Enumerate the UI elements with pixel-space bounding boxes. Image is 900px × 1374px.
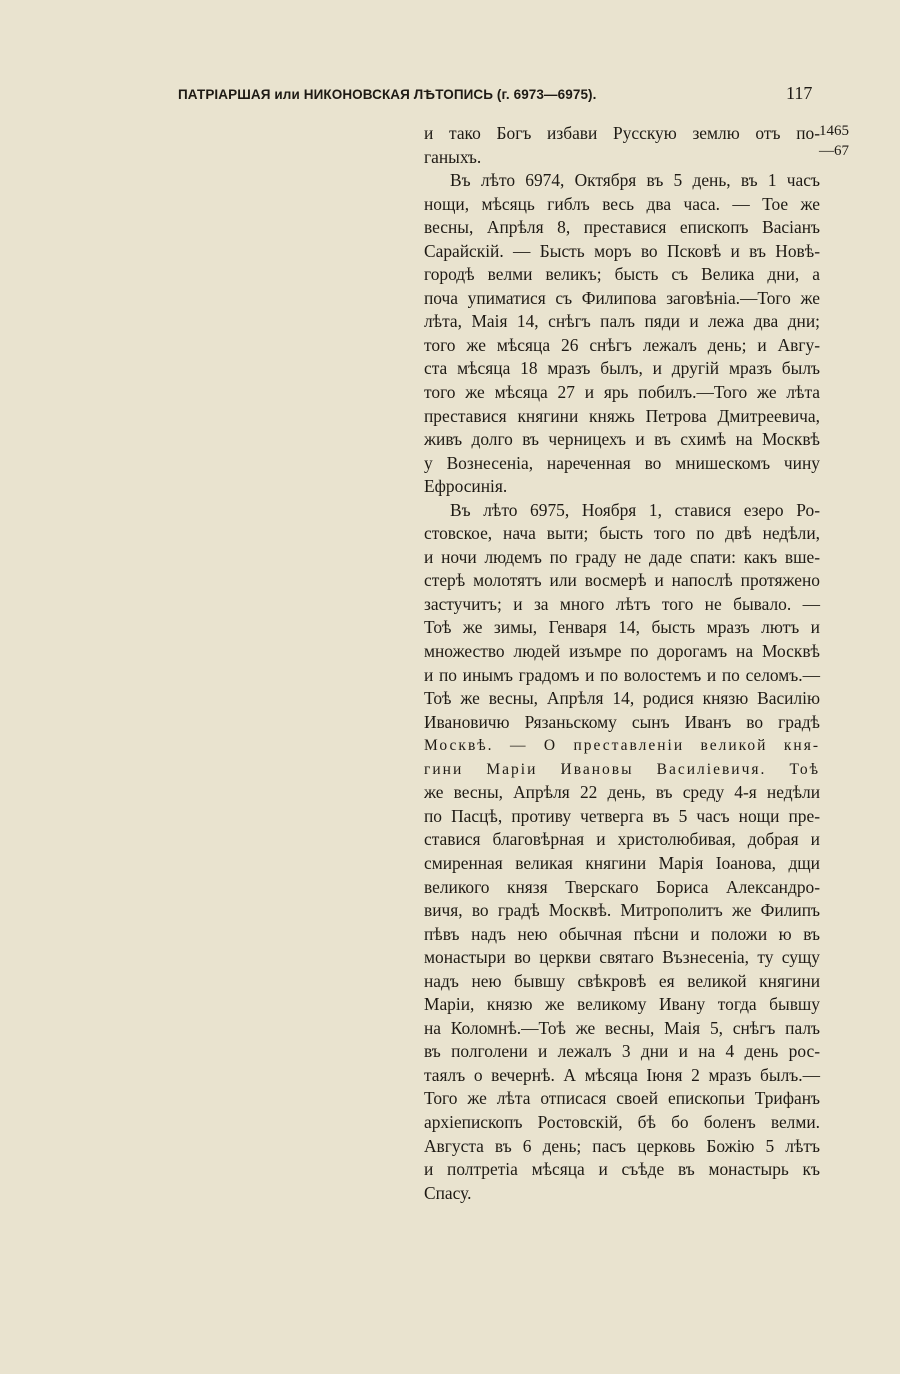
text-line: вичя, во градѣ Москвѣ. Митрополитъ же Филипъ <box>424 900 820 921</box>
chronicle-text-column <box>424 122 820 1205</box>
text-line: по Пасцѣ, противу четверга въ 5 часъ нощи пре- <box>424 805 820 826</box>
text-line: надъ нею бывшу свѣкровѣ ея великой княгини <box>424 970 820 991</box>
text-line: нощи, мѣсяць гиблъ весь два часа. — Тое же <box>424 193 820 214</box>
text-line: Ефросинія. <box>424 476 508 497</box>
margin-note-line: 1465 <box>819 123 849 139</box>
text-line: застучитъ; и за много лѣтъ того не бывало. — <box>424 593 820 614</box>
margin-year-note <box>817 121 849 161</box>
text-line: Въ лѣто 6975, Ноября 1, ставися езеро Ро- <box>450 499 820 520</box>
text-line: стерѣ молотятъ или восмерѣ и напослѣ протяжено <box>424 570 820 591</box>
text-line: множество людей изъмре по дорогамъ на Москвѣ <box>424 641 820 662</box>
text-line: монастыри во церкви святаго Възнесеніа, ту сущу <box>424 947 820 968</box>
text-line: Того же лѣта отписася своей епископьи Трифанъ <box>424 1088 820 1109</box>
text-line: ганыхъ. <box>424 146 482 167</box>
text-line: ставися благовѣрная и христолюбивая, добрая и <box>424 829 820 850</box>
text-line: и тако Богъ избави Русскую землю отъ по- <box>424 123 820 143</box>
text-line: живъ долго въ черницехъ и въ схимѣ на Москвѣ <box>424 429 820 450</box>
text-line: же весны, Апрѣля 22 день, въ среду 4-я недѣли <box>424 782 820 803</box>
text-line: Тоѣ же зимы, Генваря 14, бысть мразъ лютъ и <box>424 617 820 638</box>
text-line: того же мѣсяца 26 снѣгъ лежалъ день; и Авгу- <box>424 334 820 355</box>
text-line: того же мѣсяца 27 и ярь побилъ.—Того же лѣта <box>424 382 820 403</box>
text-line: въ полголени и лежалъ 3 дни и на 4 день рос- <box>424 1041 820 1062</box>
text-line: пѣвъ надъ нею обычная пѣсни и положи ю въ <box>424 923 820 944</box>
text-line: Маріи, князю же великому Ивану тогда бывшу <box>424 994 820 1015</box>
text-line: архіепископъ Ростовскій, бѣ бо боленъ велми. <box>424 1111 820 1132</box>
running-title: ПАТРІАРШАЯ или НИКОНОВСКАЯ ЛѢТОПИСЬ (г. 6973—6975). <box>178 87 597 102</box>
text-line: лѣта, Маія 14, снѣгъ палъ пяди и лежа два дни; <box>424 311 820 332</box>
text-line: великого князя Тверскаго Бориса Александро- <box>424 876 820 897</box>
text-line: Тоѣ же весны, Апрѣля 14, родися князю Василію <box>424 688 820 709</box>
text-line: преставися княгини княжь Петрова Дмитреевича, <box>424 405 820 426</box>
page-number: 117 <box>786 83 813 103</box>
text-line: стовское, нача выти; бысть того по двѣ недѣли, <box>424 523 820 544</box>
text-line: Сарайскій. — Бысть моръ во Псковѣ и въ Новѣ- <box>424 240 820 261</box>
text-line: ста мѣсяца 18 мразъ былъ, и другій мразъ былъ <box>424 358 820 379</box>
text-line: Ивановичю Рязаньскому сынъ Иванъ во градѣ <box>424 711 820 732</box>
text-line: у Вознесеніа, нареченная во мнишескомъ чину <box>424 452 820 473</box>
text-line: и полтретіа мѣсяца и съѣде въ монастырь къ <box>424 1159 820 1180</box>
page-header <box>178 83 818 107</box>
text-line: гини Маріи Ивановы Василіевичя. Тоѣ <box>424 760 820 778</box>
text-line: Въ лѣто 6974, Октября въ 5 день, въ 1 часъ <box>450 170 820 191</box>
text-line: и ночи людемъ по граду не даде спати: какъ вше- <box>424 546 820 567</box>
text-line: Спасу. <box>424 1182 472 1203</box>
text-line: весны, Апрѣля 8, преставися епископъ Васіанъ <box>424 217 820 238</box>
text-line: и по инымъ градомъ и по волостемъ и по селомъ.— <box>424 664 820 685</box>
text-line: смиренная великая княгини Марія Іоанова, дщи <box>424 852 820 873</box>
text-line: Августа въ 6 день; пасъ церковь Божію 5 лѣтъ <box>424 1135 820 1156</box>
text-line: городѣ велми великъ; бысть съ Велика дни, а <box>424 264 820 285</box>
text-line: на Коломнѣ.—Тоѣ же весны, Маія 5, снѣгъ палъ <box>424 1017 820 1038</box>
text-line: поча упиматися съ Филипова заговѣніа.—Того же <box>424 287 820 308</box>
margin-note-line: —67 <box>819 143 849 159</box>
text-line: таялъ о вечернѣ. А мѣсяца Іюня 2 мразъ былъ.— <box>424 1064 820 1085</box>
text-line: Москвѣ. — О преставленіи великой кня- <box>424 737 820 755</box>
